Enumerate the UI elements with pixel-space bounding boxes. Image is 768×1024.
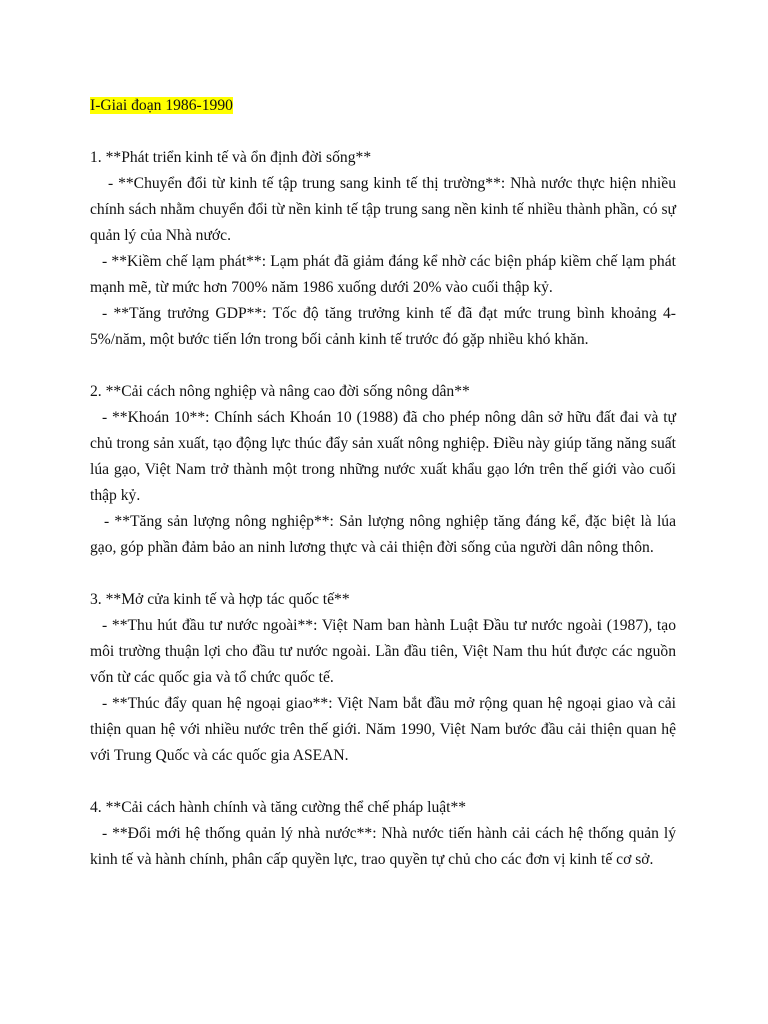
section-title: 3. **Mở cửa kinh tế và hợp tác quốc tế** (90, 591, 350, 608)
paragraph: - **Thúc đẩy quan hệ ngoại giao**: Việt Nam bắt đầu mở rộng quan hệ ngoại giao và cải thiện quan hệ với nhiều nước trên thế giới. Năm 1990, Việt Nam bước đầu cải thiện quan hệ với Trung Quốc và các quốc gia ASEAN. (90, 695, 676, 764)
paragraph: - **Tăng sản lượng nông nghiệp**: Sản lượng nông nghiệp tăng đáng kể, đặc biệt là lúa gạo, góp phần đảm bảo an ninh lương thực và cải thiện đời sống của người dân nông thôn. (90, 513, 676, 556)
section-1 (90, 145, 676, 353)
section-title: 4. **Cải cách hành chính và tăng cường thể chế pháp luật** (90, 799, 467, 816)
heading-row (90, 93, 676, 119)
section-2 (90, 379, 676, 561)
paragraph: - **Khoán 10**: Chính sách Khoán 10 (1988) đã cho phép nông dân sở hữu đất đai và tự chủ trong sản xuất, tạo động lực thúc đẩy sản xuất nông nghiệp. Điều này giúp tăng năng suất lúa gạo, Việt Nam trở thành một trong những nước xuất khẩu gạo lớn trên thế giới vào cuối thập kỷ. (90, 409, 676, 504)
document-body (90, 93, 676, 899)
section-title: 1. **Phát triển kinh tế và ổn định đời sống** (90, 149, 372, 166)
section-3 (90, 587, 676, 769)
section-heading: I-Giai đoạn 1986-1990 (90, 97, 233, 114)
paragraph: - **Kiềm chế lạm phát**: Lạm phát đã giảm đáng kể nhờ các biện pháp kiềm chế lạm phát mạnh mẽ, từ mức hơn 700% năm 1986 xuống dưới 20% vào cuối thập kỷ. (90, 253, 676, 296)
paragraph: - **Đổi mới hệ thống quản lý nhà nước**: Nhà nước tiến hành cải cách hệ thống quản lý kinh tế và hành chính, phân cấp quyền lực, trao quyền tự chủ cho các đơn vị kinh tế cơ sở. (90, 825, 676, 868)
paragraph: - **Tăng trưởng GDP**: Tốc độ tăng trưởng kinh tế đã đạt mức trung bình khoảng 4-5%/năm, một bước tiến lớn trong bối cảnh kinh tế trước đó gặp nhiều khó khăn. (90, 305, 676, 348)
section-title: 2. **Cải cách nông nghiệp và nâng cao đời sống nông dân** (90, 383, 470, 400)
paragraph: - **Thu hút đầu tư nước ngoài**: Việt Nam ban hành Luật Đầu tư nước ngoài (1987), tạo môi trường thuận lợi cho đầu tư nước ngoài. Lần đầu tiên, Việt Nam thu hút được các nguồn vốn từ các quốc gia và tổ chức quốc tế. (90, 617, 676, 686)
section-4 (90, 795, 676, 873)
paragraph: - **Chuyển đổi từ kinh tế tập trung sang kinh tế thị trường**: Nhà nước thực hiện nhiều chính sách nhằm chuyển đổi từ nền kinh tế tập trung sang nền kinh tế nhiều thành phần, có sự quản lý của Nhà nước. (90, 175, 676, 244)
